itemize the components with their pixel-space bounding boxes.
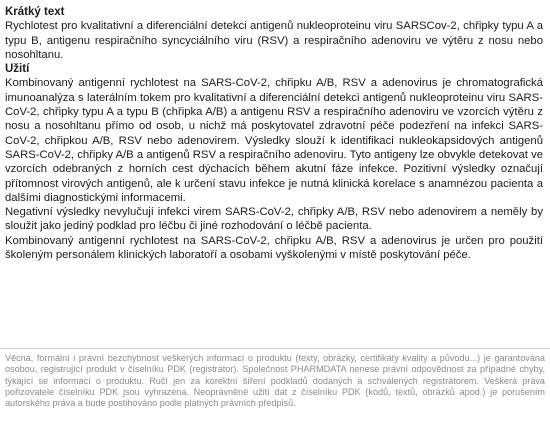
short-text-paragraph: Rychlotest pro kvalitativní a diferenciální detekci antigenů nukleoproteinu viru SARSCov-2, chřipky typu A a typu B, antigenu respiračního syncyciálního viru (RSV) a respiračního adenoviru ve výtěru z nosu nebo nosohltanu. (5, 20, 543, 61)
product-info (5, 5, 543, 262)
section-heading-short-text: Krátký text (5, 6, 65, 18)
usage-paragraph-3: Kombinovaný antigenní rychlotest na SARS-CoV-2, chřipku A/B, RSV a adenovirus je určen pro použití školeným personálem klinických laboratoří a osobami vyškolenými v místě poskytování péče. (5, 234, 543, 262)
disclaimer-text: Věcná, formální i právní bezchybnost veškerých informací o produktu (texty, obrázky, certifikáty kvality a původu...) je garantována osobou, registrující produkt v číselníku PDK (registrátor). Společnost PHARMDATA nenese právní odpovědnost za případné chyby, týkající se informací o produktu. Ručí jen za korektní šíření podkladů dodaných a schválených registrátorem. Veškerá práva pořizovatele číselníku PDK jsou vyhrazena. Neoprávněné užití dat z číselníku PDK (kódů, textů, obrázků apod.) je porušením autorského práva a bude postihováno podle platných právních předpisů. (5, 353, 545, 409)
usage-paragraph-1: Kombinovaný antigenní rychlotest na SARS-CoV-2, chřipku A/B, RSV a adenovirus je chromatografická imunoanalýza s laterálním tokem pro kvalitativní a diferenciální detekci antigenů nukleoproteinu viru SARS-CoV-2, chřipky typu A a typu B (chřipka A/B) a antigenu RSV a respiračního adenoviru ve vzorcích výtěru z nosu a nosohltanu přímo od osob, u nichž má poskytovatel zdravotní péče podezření na infekci SARS-CoV-2, chřipkou A/B, RSV nebo adenovirem. Výsledky slouží k identifikaci nukleokapsidových antigenů SARS-CoV-2, chřipky A/B a antigenů RSV a respiračního adenoviru. Tyto antigeny lze obvykle detekovat ve vzorcích odebraných z horních cest dýchacích během akutní fáze infekce. Pozitivní výsledky označují přítomnost virových antigenů, ale k určení stavu infekce je nutná klinická korelace s anamnézou pacienta a dalšími diagnostickými informacemi. (5, 77, 543, 204)
section-heading-usage: Užití (5, 63, 30, 76)
legal-disclaimer (0, 348, 550, 409)
usage-paragraph-2: Negativní výsledky nevylučují infekci virem SARS-CoV-2, chřipky A/B, RSV nebo adenovirem a neměly by sloužit jako jediný podklad pro léčbu či jiné rozhodování o léčbě pacienta. (5, 206, 543, 233)
